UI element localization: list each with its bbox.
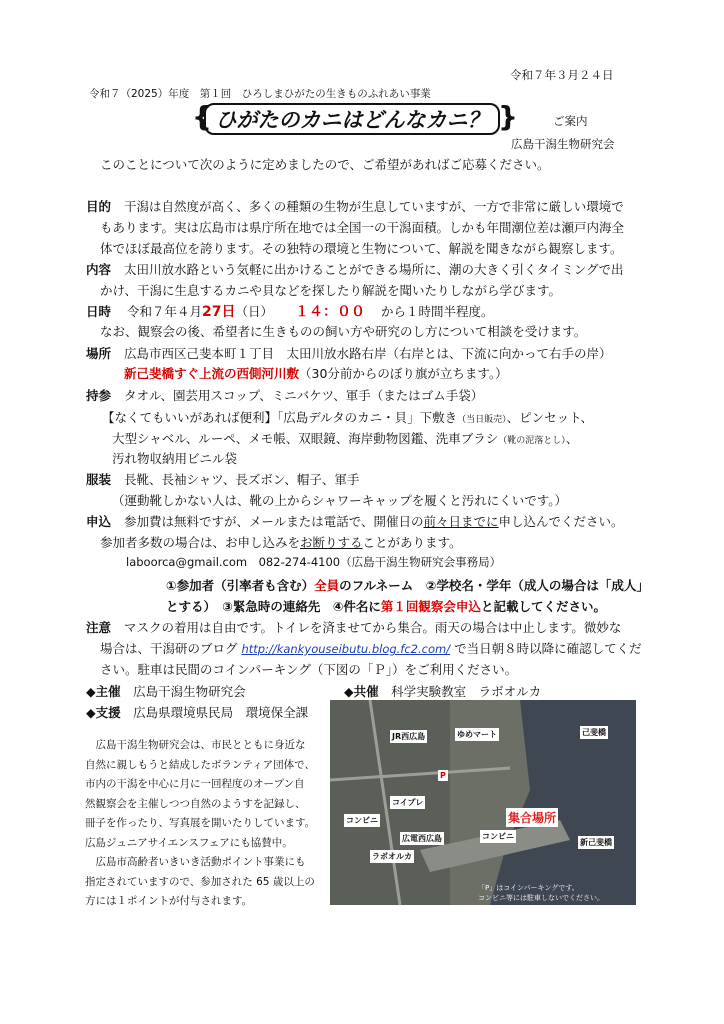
- title-banner: [204, 103, 500, 135]
- apply-text: 申し込んでください。: [498, 514, 624, 529]
- purpose-label: 目的: [86, 199, 112, 214]
- map-parking-marker: P: [440, 771, 446, 780]
- event-day: 27日: [202, 304, 236, 320]
- items-main: タオル、園芸用スコップ、ミニバケツ、軍手（またはゴム手袋）: [124, 388, 484, 403]
- place-address: 広島市西区己斐本町１丁目 太田川放水路右岸（右岸とは、下流に向かって右手の岸）: [124, 346, 612, 361]
- page-title: ひがたのカニはどんなカニ？: [215, 108, 489, 132]
- issue-date: 令和７年３月２４日: [510, 68, 614, 82]
- items-optional: 大型シャベル、ルーペ、メモ帳、双眼鏡、海岸動物図鑑、洗車ブラシ: [112, 431, 499, 446]
- items-optional-label: 【なくてもいいがあれば便利】: [102, 410, 278, 425]
- items-optional: 汚れ物収納用ビニル袋: [112, 451, 238, 466]
- items-optional-row: [112, 429, 578, 447]
- clothes-main: 長靴、長袖シャツ、長ズボン、帽子、軍手: [124, 472, 360, 487]
- requirement-text: ①参加者（引率者も含む）: [166, 578, 315, 593]
- content-label: 内容: [86, 262, 112, 277]
- about-line: 冊子を作ったり、写真展を開いたりしています。: [85, 817, 316, 829]
- organizer-name: 広島干潟生物研究会: [511, 137, 615, 151]
- about-line: 自然に親しもうと結成したボランティア団体で、: [85, 758, 315, 771]
- about-line: 指定されていますので、参加された 65 歳以上の: [85, 875, 315, 888]
- caution-text: で当日朝８時以降に確認してくだ: [454, 641, 642, 656]
- datetime-post: から１時間半程度。: [380, 304, 494, 319]
- clothes-note: （運動靴しかない人は、靴の上からシャワーキャップを履くと汚れにくいです。）: [112, 493, 568, 508]
- notice-label: ご案内: [553, 114, 588, 128]
- host-label: ◆主催: [86, 684, 121, 699]
- map-legend-line: 「P」はコインパーキングです。: [478, 884, 579, 892]
- caution-text: 場合は、干潟研のブログ: [100, 641, 238, 656]
- event-time: １４：００: [295, 304, 365, 320]
- about-line: 広島市高齢者いきいき活動ポイント事業にも: [85, 856, 306, 868]
- support-name: 広島県環境県民局 環境保全課: [133, 705, 309, 720]
- map-label-conv: コンビニ: [346, 816, 378, 825]
- map-legend: [476, 882, 606, 904]
- map-label-meeting-point: 集合場所: [506, 808, 558, 827]
- cohost-name: 科学実験教室 ラボオルカ: [391, 684, 542, 699]
- items-optional: 、ピンセット、: [506, 410, 594, 425]
- apply-text: ことがあります。: [362, 535, 462, 550]
- place-note: （30分前からのぼり旗が立ちます。）: [299, 366, 508, 381]
- place-label: 場所: [86, 346, 112, 361]
- caution-line: さい。駐車は民間のコインパーキング（下図の「Ｐ」）をご利用ください。: [100, 662, 518, 677]
- apply-text: 参加者多数の場合は、お申し込みを: [100, 535, 301, 550]
- blog-link[interactable]: http://kankyouseibutu.blog.fc2.com/: [241, 642, 451, 656]
- map-label-koi-bridge: 己斐橋: [582, 728, 606, 737]
- about-line: 市内の干潟を中心に月に一回程度のオープン自: [85, 778, 305, 790]
- cohost-row: [344, 682, 541, 700]
- requirement-highlight: 全員: [314, 578, 340, 593]
- content-line: かけ、干潟に生息するカニや貝などを探したり解説を聞いたりしながら学びます。: [100, 283, 562, 298]
- banner-left-bracket: {: [192, 100, 212, 133]
- apply-label: 申込: [86, 514, 112, 529]
- datetime-label: 日時: [86, 304, 112, 319]
- purpose-line: もあります。実は広島市は県庁所在地では全国一の干潟面積。しかも年間潮位差は瀬戸内海全: [100, 220, 625, 235]
- cohost-label: ◆共催: [344, 684, 379, 699]
- banner-right-bracket: }: [498, 100, 518, 133]
- datetime-row: [86, 301, 494, 321]
- map-label-rabo: ラボオルカ: [372, 852, 412, 861]
- host-row: [86, 682, 246, 700]
- about-line: 広島干潟生物研究会は、市民とともに身近な: [85, 739, 306, 751]
- map-label-shinkoi: 新己斐橋: [580, 838, 612, 847]
- program-name: 令和７（2025）年度 第１回 ひろしまひがたの生きものふれあい事業: [89, 88, 431, 100]
- purpose-line: 体でほぼ最高位を誇ります。その独特の環境と生物について、解説を聞きながら観察します。: [100, 241, 623, 256]
- weekday: （日）: [235, 304, 274, 319]
- support-label: ◆支援: [86, 705, 121, 720]
- contact-info: laboorca@gmail.com 082-274-4100（広島干潟生物研究会事務局）: [126, 555, 502, 569]
- items-optional-note: （靴の泥落とし）: [498, 436, 566, 446]
- support-row: [86, 703, 308, 721]
- requirement-text: とする） ③緊急時の連絡先 ④件名に: [166, 599, 381, 614]
- apply-deadline: 前々日までに: [423, 514, 499, 529]
- requirement-text: と記載してください。: [480, 599, 606, 614]
- map-legend-line: コンビニ等には駐車しないでください。: [478, 894, 604, 902]
- location-map: [330, 700, 636, 905]
- about-line: 広島ジュニアサイエンスフェアにも協賛中。: [85, 836, 293, 849]
- requirement-highlight: 第１回観察会申込: [380, 599, 481, 614]
- clothes-label: 服装: [86, 472, 112, 487]
- items-label: 持参: [86, 388, 112, 403]
- intro-text: このことについて次のように定めましたので、ご希望があればご応募ください。: [100, 157, 550, 172]
- apply-text: 参加費は無料ですが、メールまたは電話で、開催日の: [124, 514, 424, 529]
- apply-refusal: お断りする: [300, 535, 363, 550]
- about-line: 方には１ポイントが付与されます。: [85, 895, 253, 907]
- about-line: 然観察会を主催しつつ自然のようすを記録し、: [85, 797, 306, 810]
- place-highlight: 新己斐橋すぐ上流の西側河川敷: [124, 366, 300, 381]
- requirement-text: のフルネーム ②学校名・学年（成人の場合は「成人」: [339, 578, 649, 593]
- map-label-hiroden: 広電西広島: [402, 834, 442, 843]
- apply-requirements: [166, 597, 606, 615]
- place-highlight-row: [124, 364, 508, 382]
- map-label-yume: ゆめマート: [457, 730, 497, 739]
- items-optional: 、: [565, 431, 579, 446]
- apply-requirements: [166, 576, 649, 594]
- items-optional-note: （当日販売）: [457, 415, 507, 425]
- about-paragraph: [85, 736, 325, 912]
- datetime-pre: 令和７年４月: [127, 304, 203, 319]
- items-optional-row: [102, 408, 593, 426]
- host-name: 広島干潟生物研究会: [133, 684, 246, 699]
- caution-line: [100, 639, 642, 657]
- caution-label: 注意: [86, 620, 112, 635]
- purpose-line: 干潟は自然度が高く、多くの種類の生物が生息していますが、一方で非常に厳しい環境で: [124, 199, 624, 214]
- content-line: 太田川放水路という気軽に出かけることができる場所に、潮の大きく引くタイミングで出: [124, 262, 624, 277]
- caution-line: マスクの着用は自由です。トイレを済ませてから集合。雨天の場合は中止します。微妙な: [124, 620, 622, 635]
- apply-line: [124, 512, 624, 530]
- map-label-conv: コンビニ: [482, 832, 514, 841]
- apply-line: [100, 533, 462, 551]
- items-optional: 「広島デルタのカニ・貝」下敷き: [277, 410, 458, 425]
- map-label-koipure: コイプレ: [392, 798, 424, 807]
- datetime-note: なお、観察会の後、希望者に生きものの飼い方や研究のし方について相談を受けます。: [100, 324, 587, 339]
- map-label-jr: JR西広島: [392, 732, 426, 741]
